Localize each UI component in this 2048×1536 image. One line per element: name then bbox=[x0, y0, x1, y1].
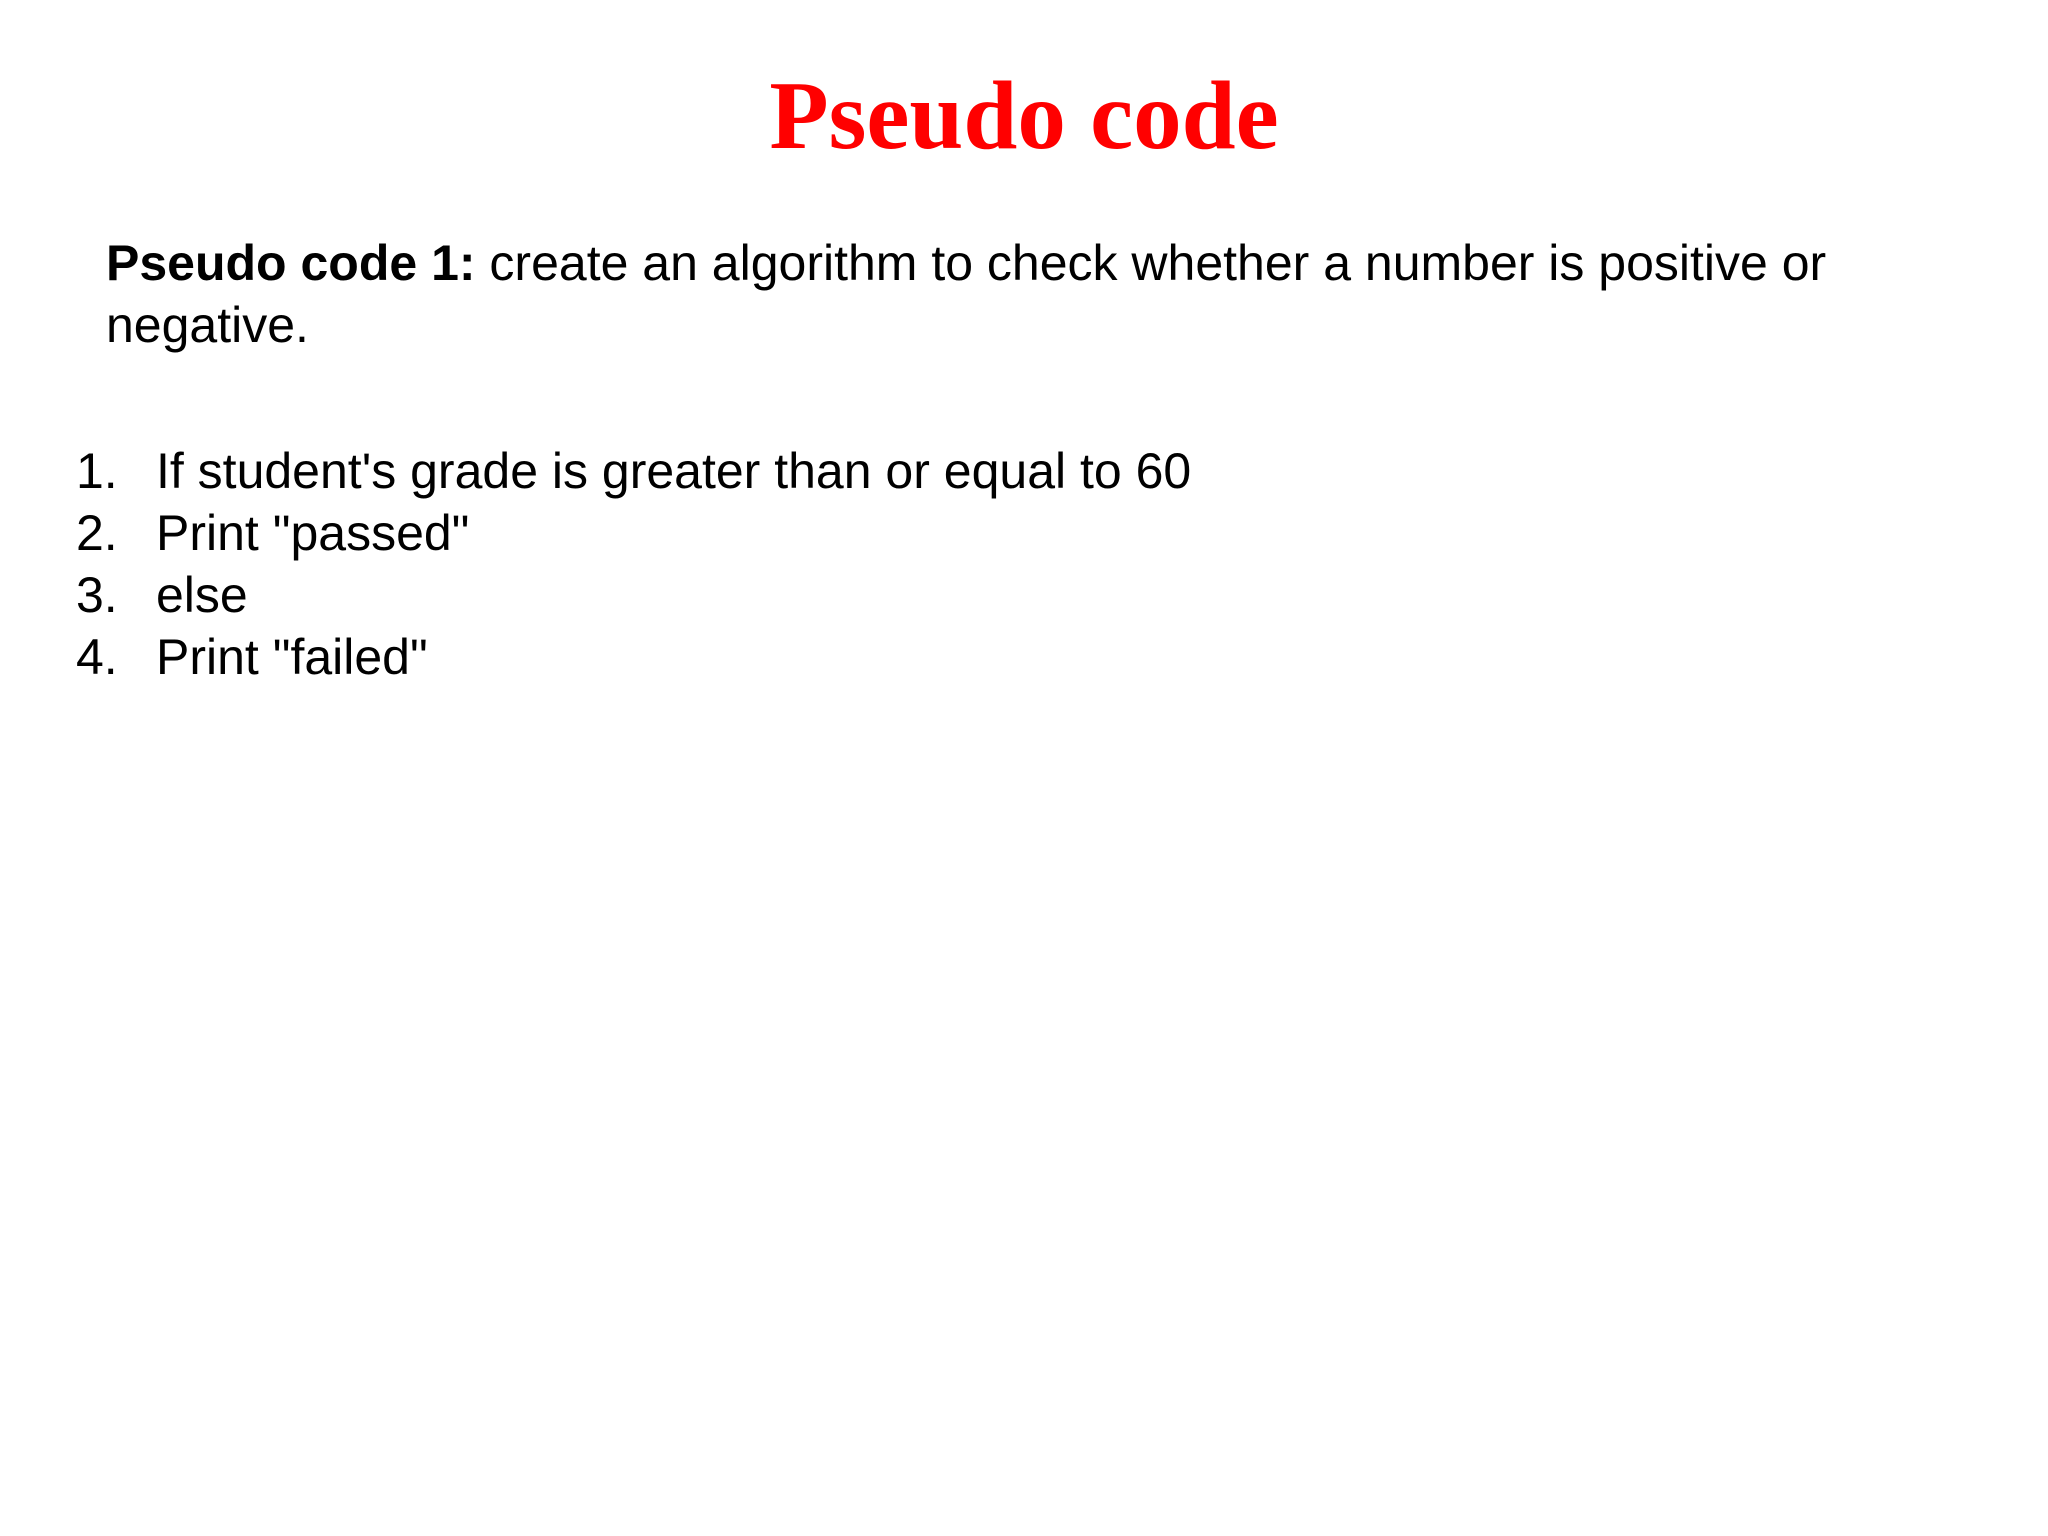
step-item bbox=[76, 626, 1876, 688]
intro-lead: Pseudo code 1: bbox=[106, 235, 476, 291]
step-item bbox=[76, 564, 1876, 626]
step-number: 4. bbox=[76, 629, 118, 685]
step-number: 3. bbox=[76, 567, 118, 623]
intro-text: create an algorithm to check whether a number is positive or negative. bbox=[106, 235, 1827, 353]
step-item bbox=[76, 502, 1876, 564]
slide-title: Pseudo code bbox=[769, 62, 1279, 169]
step-text: else bbox=[156, 567, 248, 623]
pseudo-code-steps bbox=[76, 440, 1876, 688]
intro-paragraph bbox=[106, 232, 1936, 356]
step-text: Print "passed" bbox=[156, 505, 470, 561]
step-item bbox=[76, 440, 1876, 502]
step-text: If student's grade is greater than or equal to 60 bbox=[156, 443, 1192, 499]
step-text: Print "failed" bbox=[156, 629, 428, 685]
step-number: 2. bbox=[76, 505, 118, 561]
step-number: 1. bbox=[76, 443, 118, 499]
